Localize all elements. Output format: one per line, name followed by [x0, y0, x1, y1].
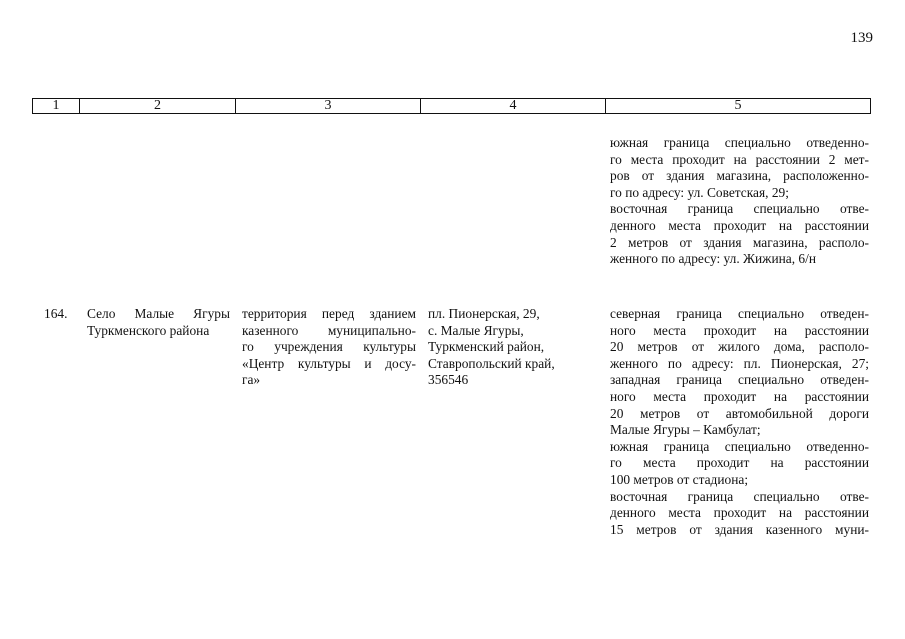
text-line: пл. Пионерская, 29, — [428, 306, 540, 321]
header-col-5: 5 — [734, 98, 742, 113]
entry-col5 — [610, 306, 869, 538]
text-line: северная граница специально отведен- — [610, 306, 869, 321]
continuation-col5 — [610, 135, 869, 268]
text-line: ров от здания магазина, расположенно- — [610, 168, 869, 184]
header-col-2: 2 — [80, 99, 236, 113]
text-line: «Центр культуры и досу- — [242, 355, 416, 371]
text-line: го по адресу: ул. Советская, 29; — [610, 184, 789, 200]
table-header-row — [32, 98, 871, 114]
text-line: ного места проходит на расстоянии — [610, 388, 869, 404]
entry-col4 — [428, 306, 598, 389]
text-line: женного по адресу: ул. Жижина, 6/н — [610, 251, 816, 267]
text-line: 20 метров от автомобильной дороги — [610, 405, 869, 421]
text-line: 100 метров от стадиона; — [610, 471, 749, 487]
entry-col3 — [242, 306, 416, 389]
text-line: 20 метров от жилого дома, располо- — [610, 339, 869, 355]
header-col-4: 4 — [421, 99, 606, 113]
text-line: западная граница специально отведен- — [610, 372, 869, 388]
text-line: южная граница специально отведенно- — [610, 438, 869, 454]
text-line: восточная граница специально отве- — [610, 201, 869, 217]
text-line: Туркменский район, — [428, 339, 545, 355]
text-line: денного места проходит на расстоянии — [610, 505, 869, 521]
text-line: го места проходит на расстоянии 2 мет- — [610, 151, 869, 167]
text-line: ного места проходит на расстоянии — [610, 322, 869, 338]
text-line: восточная граница специально отве- — [610, 488, 869, 504]
text-line: Село Малые Ягуры — [87, 306, 230, 321]
text-line: Ставропольский край, — [428, 355, 555, 371]
header-col-3: 3 — [236, 99, 421, 113]
header-col-1: 1 — [33, 99, 80, 113]
text-line: территория перед зданием — [242, 306, 416, 321]
entry-col2 — [87, 306, 230, 339]
text-line: га» — [242, 372, 261, 388]
text-line: южная граница специально отведенно- — [610, 135, 869, 150]
entry-number: 164. — [44, 306, 68, 321]
text-line: го места проходит на расстоянии — [610, 455, 869, 471]
page-number: 139 — [850, 30, 873, 46]
text-line: женного по адресу: пл. Пионерская, 27; — [610, 355, 869, 371]
text-line: Туркменского района — [87, 322, 210, 338]
text-line: с. Малые Ягуры, — [428, 322, 524, 338]
text-line: денного места проходит на расстоянии — [610, 217, 869, 233]
text-line: 2 метров от здания магазина, располо- — [610, 234, 869, 250]
text-line: 15 метров от здания казенного муни- — [610, 521, 869, 537]
text-line: 356546 — [428, 372, 469, 388]
text-line: казенного муниципально- — [242, 322, 416, 338]
text-line: го учреждения культуры — [242, 339, 416, 355]
text-line: Малые Ягуры – Камбулат; — [610, 422, 761, 438]
